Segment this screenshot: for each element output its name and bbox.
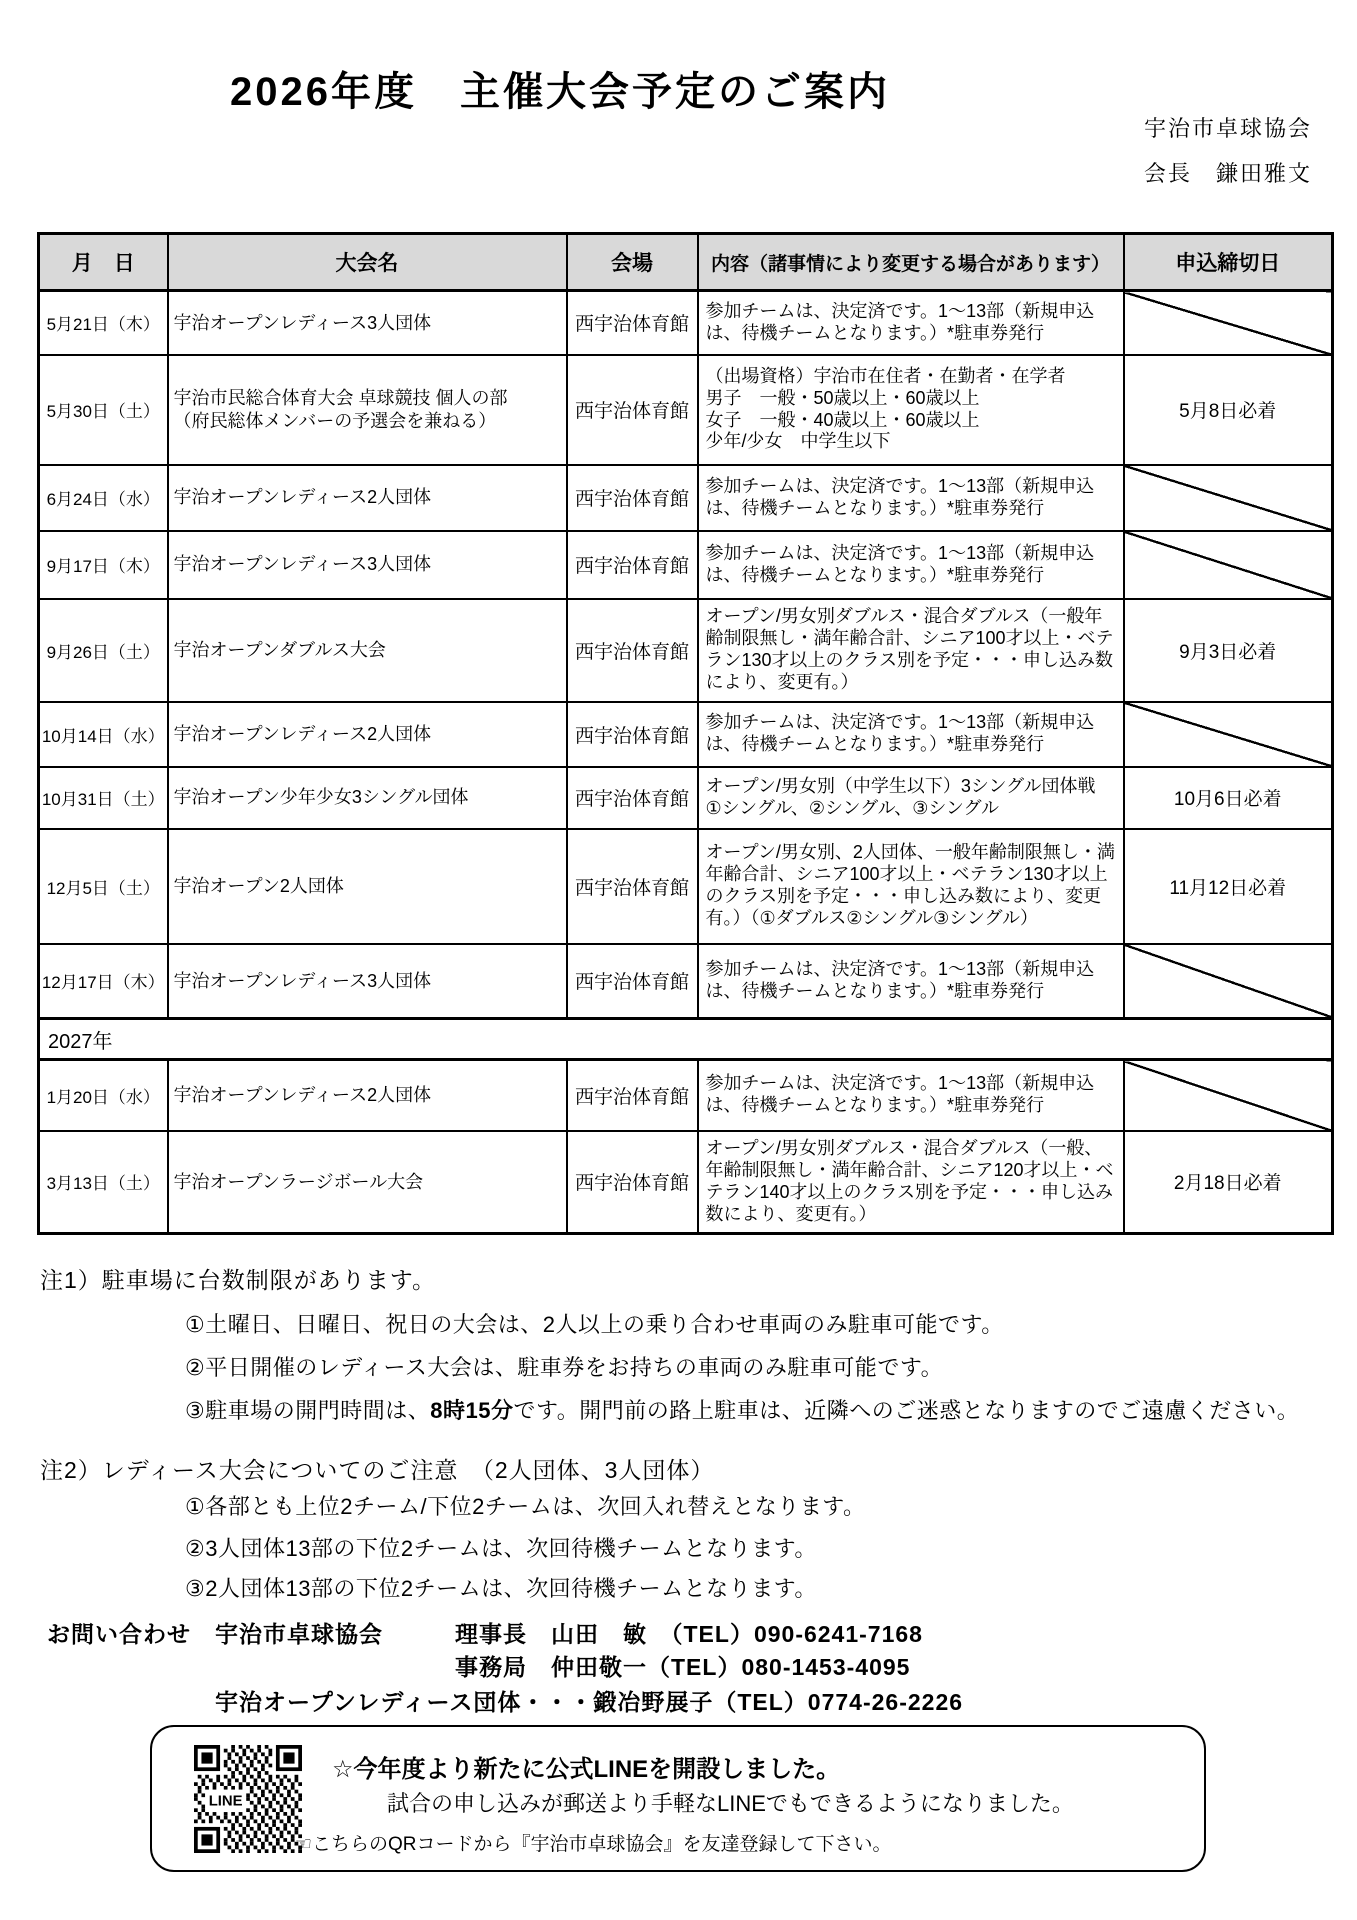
note1-item-3-bold: 8時15分 [430,1398,514,1423]
note1-heading: 注1）駐車場に台数制限があります。 [40,1267,436,1293]
content-cell [698,531,1124,599]
name-line: 宇治オープンラージボール大会 [173,1171,424,1192]
content-line: オープン/男女別ダブルス・混合ダブルス（一般、年齢制限無し・満年齢合計、シニア120才以上・ベテラン140才以上のクラス別を予定・・・申し込み数により、変更有。） [705,1137,1114,1224]
table-row [39,829,1333,944]
content-line: オープン/男女別、2人団体、一般年齢制限無し・満年齢合計、シニア100才以上・ベテラン130才以上のクラス別を予定・・・申し込み数により、変更有。）（①ダブルス②シングル③シングル） [705,842,1115,928]
note2-item-3: ③2人団体13部の下位2チームは、次回待機チームとなります。 [185,1576,817,1601]
name-line: 宇治オープンレディース2人団体 [173,723,432,744]
organization-name: 宇治市卓球協会 [1143,116,1312,141]
content-line: 女子 一般・40歳以上・60歳以上 [705,409,980,430]
content-line: 少年/少女 中学生以下 [705,431,891,452]
date-cell: 12月17日（木） [39,944,168,1019]
organization-block [1144,112,1312,202]
line-box-title: ☆今年度より新たに公式LINEを開設しました。 [332,1756,841,1783]
content-line: 参加チームは、決定済です。1～13部（新規申込は、待機チームとなります。）*駐車券発行 [705,958,1095,1001]
name-line: 宇治オープンレディース3人団体 [173,554,432,575]
table-row [39,1060,1333,1131]
venue-cell: 西宇治体育館 [567,944,698,1019]
name-line: 宇治オープンレディース2人団体 [173,487,432,508]
organization-head: 会長 鎌田雅文 [1143,161,1312,186]
venue-cell: 西宇治体育館 [567,1131,698,1234]
header-content: 内容（諸事情により変更する場合があります） [698,234,1124,291]
name-cell [168,702,567,767]
header-name: 大会名 [168,234,567,291]
content-line: 参加チームは、決定済です。1～13部（新規申込は、待機チームとなります。）*駐車券発行 [705,1073,1095,1116]
content-cell [698,355,1124,465]
date-cell: 10月14日（水） [39,702,168,767]
name-cell [168,767,567,829]
note1-item-3-post: です。開門前の路上駐車は、近隣へのご迷惑となりますのでご遠慮ください。 [513,1398,1300,1423]
venue-cell: 西宇治体育館 [567,531,698,599]
content-cell [698,599,1124,702]
name-cell [168,531,567,599]
name-line: 宇治オープンダブルス大会 [173,639,386,660]
content-cell [698,944,1124,1019]
venue-cell: 西宇治体育館 [567,599,698,702]
note1-item-3 [185,1394,1299,1425]
name-cell [168,944,567,1019]
date-cell: 9月26日（土） [39,599,168,702]
contact-office: 事務局 仲田敬一（TEL）080-1453-4095 [455,1654,911,1680]
year-divider-label: 2027年 [39,1019,1333,1060]
table-row [39,531,1333,599]
note1-item-2: ②平日開催のレディース大会は、駐車券をお持ちの車両のみ駐車可能です。 [185,1355,944,1380]
contact-ladies: 宇治オープンレディース団体・・・鍛冶野展子（TEL）0774-26-2226 [215,1689,964,1715]
date-cell: 5月30日（土） [39,355,168,465]
deadline-slash-cell [1124,465,1333,531]
deadline-cell: 11月12日必着 [1124,829,1333,944]
content-line: ①シングル、②シングル、③シングル [705,797,999,818]
header-venue: 会場 [567,234,698,291]
content-line: 男子 一般・50歳以上・60歳以上 [705,387,980,408]
line-announcement-box [150,1725,1206,1872]
name-cell [168,355,567,465]
table-row [39,767,1333,829]
note1-item-1: ①土曜日、日曜日、祝日の大会は、2人以上の乗り合わせ車両のみ駐車可能です。 [185,1312,1004,1337]
table-row [39,291,1333,355]
venue-cell: 西宇治体育館 [567,465,698,531]
table-row [39,465,1333,531]
content-line: オープン/男女別ダブルス・混合ダブルス（一般年齢制限無し・満年齢合計、シニア100才以上・ベテラン130才以上のクラス別を予定・・・申し込み数により、変更有。） [705,606,1114,692]
contact-label: お問い合わせ 宇治市卓球協会 [47,1621,383,1647]
deadline-cell: 10月6日必着 [1124,767,1333,829]
venue-cell: 西宇治体育館 [567,291,698,355]
content-line: オープン/男女別（中学生以下）3シングル団体戦 [705,775,1096,796]
content-cell [698,291,1124,355]
deadline-slash-cell [1124,531,1333,599]
content-line: （出場資格）宇治市在住者・在勤者・在学者 [705,365,1066,386]
content-cell [698,829,1124,944]
venue-cell: 西宇治体育館 [567,355,698,465]
date-cell: 9月17日（木） [39,531,168,599]
line-qr-label: LINE [208,1793,243,1810]
venue-cell: 西宇治体育館 [567,702,698,767]
deadline-cell: 2月18日必着 [1124,1131,1333,1234]
date-cell: 10月31日（土） [39,767,168,829]
tournament-table [37,232,1334,1235]
name-line: 宇治オープンレディース3人団体 [173,312,432,333]
name-cell [168,1060,567,1131]
name-cell [168,1131,567,1234]
note1-item-3-pre: ③駐車場の開門時間は、 [185,1398,431,1423]
table-row [39,355,1333,465]
contact-chairman: 理事長 山田 敏 （TEL）090-6241-7168 [455,1621,923,1647]
deadline-slash-cell [1124,944,1333,1019]
name-line: 宇治オープンレディース2人団体 [173,1085,432,1105]
line-box-subtitle: 試合の申し込みが郵送より手軽なLINEでもできるようになりました。 [387,1791,1074,1816]
content-line: 参加チームは、決定済です。1～13部（新規申込は、待機チームとなります。）*駐車券発行 [705,475,1095,518]
date-cell: 1月20日（水） [39,1060,168,1131]
content-line: 参加チームは、決定済です。1～13部（新規申込は、待機チームとなります。）*駐車券発行 [705,542,1095,585]
table-row [39,944,1333,1019]
deadline-cell: 9月3日必着 [1124,599,1333,702]
date-cell: 5月21日（木） [39,291,168,355]
name-line: 宇治オープン少年少女3シングル団体 [173,787,469,808]
venue-cell: 西宇治体育館 [567,767,698,829]
date-cell: 6月24日（水） [39,465,168,531]
venue-cell: 西宇治体育館 [567,829,698,944]
name-line: （府民総体メンバーの予選会を兼ねる） [173,410,497,431]
name-cell [168,829,567,944]
deadline-slash-cell [1124,702,1333,767]
line-qr-code [194,1745,302,1853]
note2-item-2: ②3人団体13部の下位2チームは、次回待機チームとなります。 [185,1536,817,1561]
year-divider-row [39,1019,1333,1060]
note2-heading: 注2）レディース大会についてのご注意 （2人団体、3人団体） [40,1457,715,1483]
header-date: 月 日 [39,234,168,291]
content-line: 参加チームは、決定済です。1～13部（新規申込は、待機チームとなります。）*駐車券発行 [705,712,1095,754]
date-cell: 12月5日（土） [39,829,168,944]
content-cell [698,1131,1124,1234]
deadline-slash-cell [1124,291,1333,355]
content-cell [698,767,1124,829]
table-header-row [39,234,1333,291]
name-cell [168,291,567,355]
content-cell [698,702,1124,767]
header-deadline: 申込締切日 [1124,234,1333,291]
name-line: 宇治市民総合体育大会 卓球競技 個人の部 [173,388,508,408]
tournament-table-body [39,291,1333,1234]
name-cell [168,599,567,702]
table-row [39,599,1333,702]
venue-cell: 西宇治体育館 [567,1060,698,1131]
content-cell [698,465,1124,531]
deadline-cell: 5月8日必着 [1124,355,1333,465]
page-title: 2026年度 主催大会予定のご案内 [230,70,890,114]
name-cell [168,465,567,531]
table-row [39,702,1333,767]
content-cell [698,1060,1124,1131]
date-cell: 3月13日（土） [39,1131,168,1234]
name-line: 宇治オープン2人団体 [173,875,344,896]
line-box-qr-note: ☜こちらのQRコードから『宇治市卓球協会』を友達登録して下さい。 [295,1834,892,1855]
content-line: 参加チームは、決定済です。1～13部（新規申込は、待機チームとなります。）*駐車券発行 [705,300,1095,343]
name-line: 宇治オープンレディース3人団体 [173,970,432,991]
table-row [39,1131,1333,1234]
deadline-slash-cell [1124,1060,1333,1131]
note2-item-1: ①各部とも上位2チーム/下位2チームは、次回入れ替えとなります。 [185,1494,866,1519]
